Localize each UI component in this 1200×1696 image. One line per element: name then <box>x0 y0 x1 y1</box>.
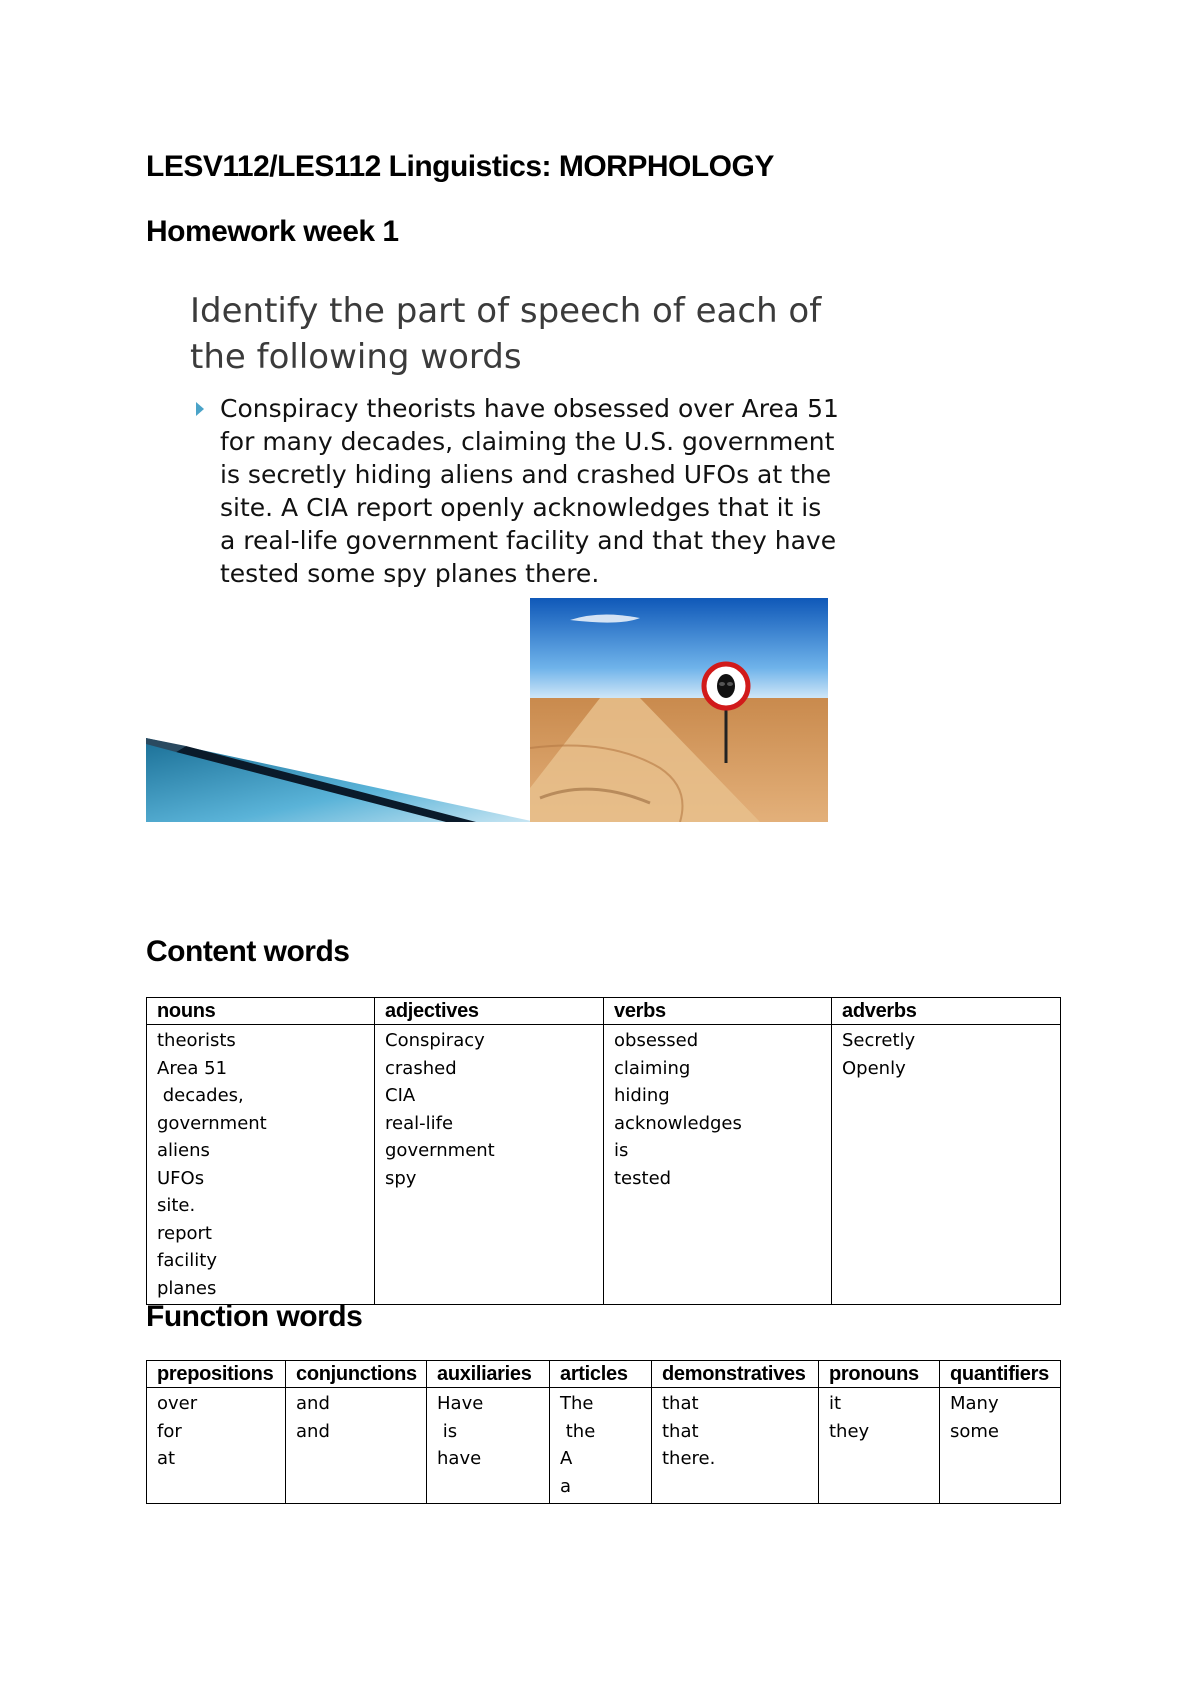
list-item: acknowledges <box>614 1112 742 1134</box>
list-item: for <box>157 1420 182 1442</box>
header-adverbs: adverbs <box>832 998 1061 1025</box>
list-item: tested <box>614 1167 672 1189</box>
header-auxiliaries: auxiliaries <box>427 1361 550 1388</box>
list-item: there. <box>662 1448 716 1469</box>
list-item: theorists <box>157 1030 236 1051</box>
list-item: Many <box>950 1393 999 1414</box>
content-words-table <box>146 997 1061 1305</box>
document-subtitle: Homework week 1 <box>146 215 399 248</box>
list-item: UFOs <box>157 1167 205 1189</box>
header-conjunctions: conjunctions <box>286 1361 427 1388</box>
prepositions-cell <box>147 1388 286 1504</box>
nouns-cell <box>147 1025 375 1305</box>
list-item: claiming <box>614 1057 691 1079</box>
list-item: some <box>950 1420 999 1442</box>
list-item: site. <box>157 1195 196 1216</box>
slide-bullet-text: Conspiracy theorists have obsessed over Area 51 for many decades, claiming the U.S. government is secretly hiding aliens and crashed UFOs at the site. A CIA report openly acknowledges that it is a real-life government facility and that they have tested some spy planes there. <box>220 394 839 588</box>
list-item: that <box>662 1420 699 1442</box>
list-item: government <box>157 1112 267 1134</box>
table-header-row <box>147 1361 1061 1388</box>
header-demonstratives: demonstratives <box>652 1361 819 1388</box>
list-item: government <box>385 1140 495 1161</box>
list-item: report <box>157 1222 212 1244</box>
adjectives-cell <box>375 1025 604 1305</box>
conjunctions-cell <box>286 1388 427 1504</box>
header-articles: articles <box>550 1361 652 1388</box>
list-item: over <box>157 1393 198 1414</box>
list-item: The <box>560 1393 594 1414</box>
list-item: aliens <box>157 1140 210 1161</box>
list-item: at <box>157 1448 176 1469</box>
bullet-arrow-icon <box>196 402 204 416</box>
list-item: CIA <box>385 1085 416 1106</box>
list-item: hiding <box>614 1085 670 1106</box>
function-words-title: Function words <box>146 1300 363 1333</box>
table-row <box>147 1388 1061 1504</box>
slide-heading: Identify the part of speech of each of the following words <box>190 291 822 377</box>
list-item: planes <box>157 1277 217 1299</box>
list-item: Area 51 <box>157 1057 228 1079</box>
table-header-row <box>147 998 1061 1025</box>
document-title: LESV112/LES112 Linguistics: MORPHOLOGY <box>146 150 774 183</box>
list-item: spy <box>385 1167 417 1189</box>
list-item: and <box>296 1420 330 1442</box>
adverbs-cell <box>832 1025 1061 1305</box>
slide-decoration-swoosh <box>146 738 536 822</box>
list-item: Secretly <box>842 1030 916 1051</box>
content-words-title: Content words <box>146 935 350 968</box>
function-words-table <box>146 1360 1061 1504</box>
list-item: crashed <box>385 1057 457 1079</box>
header-prepositions: prepositions <box>147 1361 286 1388</box>
quantifiers-cell <box>940 1388 1061 1504</box>
header-adjectives: adjectives <box>375 998 604 1025</box>
articles-cell <box>550 1388 652 1504</box>
list-item: is <box>614 1140 629 1161</box>
list-item: is <box>437 1420 458 1442</box>
list-item: that <box>662 1393 699 1414</box>
list-item: Openly <box>842 1057 906 1079</box>
auxiliaries-cell <box>427 1388 550 1504</box>
list-item: a <box>560 1475 572 1497</box>
header-quantifiers: quantifiers <box>940 1361 1061 1388</box>
list-item: facility <box>157 1250 217 1271</box>
demonstratives-cell <box>652 1388 819 1504</box>
header-pronouns: pronouns <box>819 1361 940 1388</box>
slide-image <box>146 288 839 822</box>
list-item: decades, <box>157 1085 244 1106</box>
verbs-cell <box>604 1025 832 1305</box>
header-verbs: verbs <box>604 998 832 1025</box>
list-item: Have <box>437 1393 484 1414</box>
list-item: it <box>829 1393 842 1414</box>
header-nouns: nouns <box>147 998 375 1025</box>
list-item: the <box>560 1420 596 1442</box>
alien-road-sign-photo <box>530 598 828 822</box>
list-item: have <box>437 1448 482 1469</box>
list-item: obsessed <box>614 1030 699 1051</box>
list-item: they <box>829 1420 870 1442</box>
list-item: and <box>296 1393 330 1414</box>
list-item: Conspiracy <box>385 1030 485 1051</box>
list-item: real-life <box>385 1112 454 1134</box>
table-row <box>147 1025 1061 1305</box>
list-item: A <box>560 1448 573 1469</box>
pronouns-cell <box>819 1388 940 1504</box>
